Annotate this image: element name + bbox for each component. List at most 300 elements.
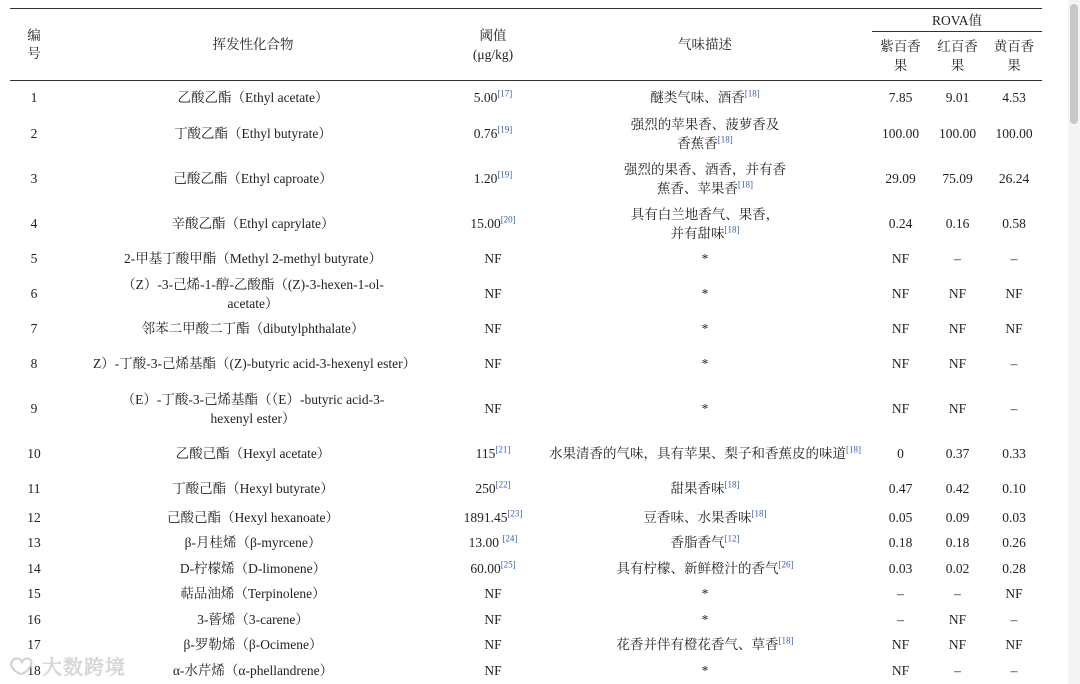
cell-rova-purple-text: – (897, 611, 904, 627)
table-row (10, 658, 1042, 683)
cell-rova-yellow-text: NF (1005, 286, 1023, 301)
cell-compound (58, 345, 448, 383)
cell-id (10, 205, 58, 243)
cell-rova-yellow-text: – (1010, 662, 1018, 678)
cell-rova-red (929, 435, 986, 473)
cell-rova-red-text: NF (948, 637, 967, 652)
cell-odor (538, 435, 872, 473)
table-row (10, 243, 1042, 275)
cell-id-text: 18 (27, 662, 41, 678)
cell-rova-yellow (986, 313, 1042, 345)
cell-odor-text: 具有柠檬、新鲜橙汁的香气 (616, 560, 779, 576)
table-row (10, 205, 1042, 243)
cell-id-text: 4 (30, 216, 38, 231)
cell-odor (538, 505, 872, 530)
cell-compound (58, 205, 448, 243)
table-row (10, 313, 1042, 345)
cell-rova-red (929, 81, 986, 115)
cell-threshold (448, 115, 538, 153)
cell-odor-text: 香脂香气 (670, 535, 725, 550)
cell-rova-red-text: 0.42 (945, 481, 970, 496)
scrollbar-thumb[interactable] (1070, 4, 1078, 124)
cell-compound-text: 乙酸乙酯（Ethyl acetate） (177, 90, 329, 106)
cell-rova-red-text: 75.09 (942, 171, 973, 186)
cell-compound-text: 辛酸乙酯（Ethyl caprylate） (171, 216, 335, 231)
table-body (10, 81, 1042, 683)
threshold-citation[interactable]: [19] (497, 124, 513, 135)
cell-rova-purple-text: NF (891, 401, 910, 416)
cell-id (10, 115, 58, 153)
cell-rova-yellow-text: NF (1005, 586, 1023, 601)
cell-rova-purple-text: – (897, 586, 904, 601)
threshold-unit: (μg/kg) (472, 46, 514, 62)
cell-rova-purple-text: NF (891, 662, 910, 678)
cell-threshold (448, 530, 538, 556)
cell-rova-purple-text: 0.03 (888, 560, 913, 576)
table-row (10, 345, 1042, 383)
cell-compound (58, 81, 448, 115)
cell-threshold-text: NF (484, 662, 502, 678)
cell-rova-red (929, 607, 986, 632)
cell-id (10, 658, 58, 683)
cell-rova-yellow (986, 505, 1042, 530)
cell-id (10, 530, 58, 556)
col-header-yellow-passion-fruit: 黄百香果 (986, 32, 1042, 81)
cell-rova-purple (872, 383, 929, 435)
cell-compound-text: 乙酸己酯（Hexyl acetate） (175, 446, 331, 461)
cell-id (10, 632, 58, 658)
cell-id (10, 556, 58, 581)
cell-rova-yellow-text: 0.03 (1002, 509, 1026, 525)
table-row (10, 632, 1042, 658)
cell-rova-purple-text: NF (891, 286, 910, 301)
cell-id (10, 473, 58, 505)
table-row (10, 607, 1042, 632)
col-header-odor: 气味描述 (538, 9, 872, 81)
cell-odor-text: 强烈的苹果香、菠萝香及香蕉香 (630, 116, 780, 151)
cell-rova-yellow (986, 435, 1042, 473)
cell-id (10, 243, 58, 275)
cell-rova-purple (872, 607, 929, 632)
cell-rova-yellow (986, 530, 1042, 556)
cell-compound-text: α-水芹烯（α-phellandrene） (172, 662, 334, 678)
vertical-scrollbar[interactable] (1068, 0, 1080, 684)
cell-odor-text: 具有白兰地香气、果香，并有甜味 (630, 206, 780, 241)
cell-rova-red-text: – (954, 251, 961, 266)
cell-odor (538, 632, 872, 658)
cell-rova-red (929, 581, 986, 607)
odor-citation[interactable]: [12] (724, 533, 740, 544)
cell-compound (58, 275, 448, 313)
cell-threshold-text: NF (484, 611, 502, 627)
table-row (10, 383, 1042, 435)
odor-citation[interactable]: [26] (778, 559, 794, 569)
cell-rova-purple-text: 0.18 (888, 535, 913, 550)
odor-citation[interactable]: [18] (724, 224, 740, 234)
cell-id-text: 9 (30, 401, 38, 416)
cell-rova-yellow-text: – (1010, 611, 1018, 627)
cell-odor-text: 醚类气味、酒香 (650, 90, 745, 106)
cell-id-text: 10 (27, 446, 41, 461)
cell-rova-red-text: 0.16 (945, 216, 970, 231)
cell-odor-text: * (701, 251, 709, 266)
cell-rova-yellow-text: 26.24 (998, 171, 1030, 186)
cell-odor-text: * (701, 286, 709, 301)
cell-rova-red (929, 556, 986, 581)
cell-rova-red-text: – (954, 662, 961, 678)
cell-id-text: 3 (30, 171, 38, 186)
cell-threshold-text: 1891.45 (463, 509, 508, 525)
cell-id-text: 11 (27, 481, 41, 496)
cell-odor-text: 水果清香的气味，具有苹果、梨子和香蕉皮的味道 (549, 446, 846, 461)
cell-threshold (448, 383, 538, 435)
cell-id (10, 81, 58, 115)
cell-odor (538, 115, 872, 153)
cell-odor (538, 205, 872, 243)
cell-rova-red-text: NF (948, 611, 967, 627)
cell-compound (58, 313, 448, 345)
col-header-threshold (448, 9, 538, 81)
threshold-citation[interactable]: [24] (502, 533, 518, 544)
cell-rova-purple-text: NF (891, 637, 910, 652)
cell-id-text: 12 (27, 509, 41, 525)
table-row (10, 81, 1042, 115)
cell-threshold-text: NF (484, 251, 502, 266)
cell-rova-yellow (986, 153, 1042, 205)
odor-wrap (545, 444, 865, 463)
cell-odor-text: * (701, 321, 709, 336)
cell-rova-yellow (986, 115, 1042, 153)
cell-rova-red (929, 383, 986, 435)
cell-odor-text: 强烈的果香、酒香，并有香蕉香、苹果香 (624, 161, 786, 196)
cell-compound-text: β-罗勒烯（β-Ocimene） (183, 637, 323, 652)
threshold-citation[interactable]: [21] (495, 444, 511, 455)
cell-id-text: 7 (30, 321, 38, 336)
cell-rova-red-text: 0.18 (945, 535, 970, 550)
cell-threshold-text: NF (484, 321, 502, 336)
cell-id-text: 13 (27, 535, 41, 550)
odor-citation[interactable]: [18] (738, 179, 753, 189)
cell-compound-text: 3-蒈烯（3-carene） (197, 611, 309, 627)
cell-compound (58, 473, 448, 505)
threshold-label: 阈值 (479, 27, 507, 43)
cell-compound-text: 己酸己酯（Hexyl hexanoate） (166, 509, 340, 525)
col-header-compound: 挥发性化合物 (58, 9, 448, 81)
cell-compound (58, 530, 448, 556)
cell-id-text: 15 (27, 586, 41, 601)
cell-rova-red (929, 205, 986, 243)
cell-rova-purple (872, 435, 929, 473)
cell-rova-purple-text: 0 (897, 446, 904, 461)
cell-odor (538, 153, 872, 205)
cell-threshold (448, 632, 538, 658)
threshold-citation[interactable]: [23] (507, 508, 523, 518)
cell-odor-text: * (701, 401, 709, 416)
cell-compound-text: 2-甲基丁酸甲酯（Methyl 2-methyl butyrate） (124, 251, 382, 266)
odor-wrap (625, 205, 785, 243)
threshold-citation[interactable]: [25] (500, 559, 516, 569)
table-row (10, 556, 1042, 581)
cell-rova-purple-text: 7.85 (888, 90, 913, 106)
odor-citation[interactable]: [18] (751, 508, 767, 518)
cell-rova-yellow-text: NF (1005, 321, 1023, 336)
cell-threshold-text: NF (484, 401, 502, 416)
cell-rova-yellow-text: 4.53 (1002, 90, 1026, 106)
cell-threshold (448, 505, 538, 530)
cell-threshold-text: NF (484, 356, 502, 371)
cell-compound (58, 607, 448, 632)
cell-rova-purple (872, 243, 929, 275)
cell-compound-text: （Z）-3-己烯-1-醇-乙酸酯（(Z)-3-hexen-1-ol-acetate） (122, 276, 384, 311)
cell-compound-text: 己酸乙酯（Ethyl caproate） (173, 171, 333, 186)
cell-rova-yellow (986, 383, 1042, 435)
cell-id (10, 505, 58, 530)
cell-rova-yellow (986, 81, 1042, 115)
cell-rova-red (929, 505, 986, 530)
cell-rova-yellow (986, 473, 1042, 505)
cell-rova-purple-text: NF (891, 251, 910, 266)
cell-rova-purple (872, 115, 929, 153)
col-header-red-passion-fruit: 红百香果 (929, 32, 986, 81)
cell-rova-purple-text: 29.09 (885, 171, 916, 186)
cell-rova-purple (872, 153, 929, 205)
cell-rova-yellow-text: – (1010, 251, 1018, 266)
cell-rova-red (929, 313, 986, 345)
odor-wrap (630, 115, 780, 153)
cell-rova-yellow-text: 100.00 (995, 126, 1033, 141)
cell-rova-red-text: 9.01 (945, 90, 970, 106)
cell-rova-yellow (986, 243, 1042, 275)
cell-rova-yellow-text: NF (1005, 637, 1023, 652)
cell-threshold-text: 115 (475, 446, 496, 461)
cell-compound (58, 383, 448, 435)
volatile-compounds-table (10, 8, 1042, 683)
cell-rova-purple (872, 345, 929, 383)
cell-rova-purple (872, 632, 929, 658)
col-header-rova: ROVA值 (872, 9, 1042, 32)
cell-rova-yellow (986, 581, 1042, 607)
table-row (10, 115, 1042, 153)
cell-compound-text: 丁酸己酯（Hexyl butyrate） (172, 481, 334, 496)
threshold-citation[interactable]: [22] (495, 479, 511, 490)
cell-threshold (448, 658, 538, 683)
cell-odor-text: * (701, 611, 709, 627)
cell-rova-purple (872, 275, 929, 313)
cell-id-text: 1 (30, 90, 38, 106)
threshold-citation[interactable]: [19] (497, 169, 513, 180)
cell-odor (538, 383, 872, 435)
cell-id (10, 153, 58, 205)
cell-rova-red-text: 0.02 (945, 560, 970, 576)
cell-rova-red (929, 243, 986, 275)
cell-rova-yellow (986, 607, 1042, 632)
cell-compound-text: Z）-丁酸-3-己烯基酯（(Z)-butyric acid-3-hexenyl ester） (93, 356, 417, 371)
cell-rova-yellow-text: 0.33 (1002, 446, 1026, 461)
odor-citation[interactable]: [18] (744, 88, 760, 99)
table-row (10, 153, 1042, 205)
cell-rova-purple (872, 313, 929, 345)
cell-rova-purple-text: 100.00 (881, 126, 920, 141)
cell-id-text: 8 (30, 356, 38, 371)
cell-rova-red-text: 100.00 (938, 126, 977, 141)
cell-odor (538, 658, 872, 683)
cell-odor-text: * (701, 356, 709, 371)
cell-rova-red-text: NF (948, 401, 967, 416)
cell-rova-red (929, 530, 986, 556)
cell-rova-red-text: NF (948, 286, 967, 301)
cell-rova-yellow (986, 205, 1042, 243)
cell-threshold-text: 1.20 (473, 171, 498, 186)
cell-compound-text: （E）-丁酸-3-己烯基酯（（E）-butyric acid-3-hexenyl ester） (121, 391, 385, 426)
cell-odor (538, 556, 872, 581)
cell-odor (538, 345, 872, 383)
cell-threshold (448, 556, 538, 581)
cell-threshold (448, 153, 538, 205)
cell-rova-red (929, 153, 986, 205)
cell-compound (58, 115, 448, 153)
cell-id-text: 2 (30, 126, 38, 141)
cell-compound-text: β-月桂烯（β-myrcene） (184, 535, 322, 550)
cell-threshold (448, 205, 538, 243)
cell-threshold-text: NF (484, 286, 502, 301)
cell-rova-purple-text: 0.24 (888, 216, 913, 231)
cell-odor-text: * (701, 586, 709, 601)
cell-threshold (448, 581, 538, 607)
cell-threshold-text: NF (484, 637, 502, 652)
cell-rova-red (929, 115, 986, 153)
cell-rova-red-text: NF (948, 321, 967, 336)
col-header-purple-passion-fruit: 紫百香果 (872, 32, 929, 81)
cell-threshold-text: 13.00 (468, 535, 503, 550)
cell-rova-purple-text: 0.05 (888, 509, 913, 525)
cell-threshold (448, 81, 538, 115)
cell-odor (538, 581, 872, 607)
cell-compound (58, 243, 448, 275)
cell-compound (58, 435, 448, 473)
cell-rova-yellow (986, 345, 1042, 383)
cell-id-text: 17 (27, 637, 41, 652)
cell-threshold-text: 15.00 (470, 216, 501, 231)
cell-id (10, 383, 58, 435)
threshold-citation[interactable]: [17] (497, 88, 513, 99)
cell-compound (58, 581, 448, 607)
cell-threshold-text: 5.00 (473, 90, 498, 106)
cell-id-text: 16 (27, 611, 41, 627)
cell-threshold (448, 607, 538, 632)
cell-rova-yellow-text: – (1010, 401, 1018, 416)
cell-rova-purple (872, 658, 929, 683)
cell-rova-purple (872, 473, 929, 505)
odor-citation[interactable]: [18] (717, 134, 733, 144)
cell-threshold (448, 345, 538, 383)
cell-compound-text: 邻苯二甲酸二丁酯（dibutylphthalate） (141, 321, 365, 336)
cell-odor (538, 607, 872, 632)
cell-rova-yellow (986, 632, 1042, 658)
cell-compound-text: 萜品油烯（Terpinolene） (180, 586, 326, 601)
cell-rova-purple-text: NF (891, 356, 910, 371)
cell-odor (538, 81, 872, 115)
cell-id (10, 581, 58, 607)
cell-rova-purple (872, 81, 929, 115)
odor-citation[interactable]: [18] (778, 635, 794, 646)
cell-rova-red (929, 632, 986, 658)
cell-rova-yellow (986, 658, 1042, 683)
cell-rova-purple-text: NF (891, 321, 910, 336)
cell-odor-text: * (701, 662, 709, 678)
cell-rova-purple (872, 530, 929, 556)
cell-compound (58, 153, 448, 205)
cell-rova-yellow-text: 0.58 (1002, 216, 1026, 231)
cell-odor (538, 243, 872, 275)
cell-rova-red-text: 0.37 (945, 446, 970, 461)
odor-citation[interactable]: [18] (724, 479, 740, 490)
cell-rova-purple (872, 556, 929, 581)
cell-odor (538, 473, 872, 505)
cell-rova-purple (872, 505, 929, 530)
cell-odor (538, 530, 872, 556)
cell-rova-yellow-text: 0.10 (1002, 481, 1026, 496)
cell-compound-text: D-柠檬烯（D-limonene） (179, 560, 327, 576)
cell-rova-red (929, 345, 986, 383)
cell-rova-red-text: – (954, 586, 961, 601)
table-row (10, 435, 1042, 473)
cell-compound (58, 556, 448, 581)
cell-threshold (448, 473, 538, 505)
cell-threshold (448, 435, 538, 473)
cell-id-text: 5 (30, 251, 38, 266)
cell-threshold-text: 60.00 (470, 560, 501, 576)
cell-rova-yellow-text: – (1010, 356, 1018, 371)
cell-id (10, 607, 58, 632)
cell-odor (538, 275, 872, 313)
cell-rova-red (929, 275, 986, 313)
cell-id (10, 345, 58, 383)
cell-threshold-text: 0.76 (473, 126, 498, 141)
cell-id (10, 275, 58, 313)
odor-wrap (620, 160, 790, 198)
table-row (10, 473, 1042, 505)
cell-threshold (448, 275, 538, 313)
col-header-id: 编号 (10, 9, 58, 81)
cell-threshold (448, 243, 538, 275)
cell-id (10, 435, 58, 473)
table-row (10, 581, 1042, 607)
cell-odor-text: 甜果香味 (670, 481, 725, 496)
cell-rova-red (929, 473, 986, 505)
cell-odor (538, 313, 872, 345)
watermark-text: 大数跨境 (42, 654, 126, 679)
table-row (10, 505, 1042, 530)
threshold-citation[interactable]: [20] (500, 214, 516, 225)
cell-id-text: 14 (27, 560, 41, 576)
cell-threshold-text: 250 (475, 481, 496, 496)
cell-compound-text: 丁酸乙酯（Ethyl butyrate） (174, 126, 332, 141)
cell-rova-red (929, 658, 986, 683)
odor-citation[interactable]: [18] (846, 444, 861, 455)
cell-id-text: 6 (30, 286, 38, 301)
cell-rova-purple (872, 581, 929, 607)
cell-threshold (448, 313, 538, 345)
cell-rova-yellow (986, 556, 1042, 581)
table-row (10, 275, 1042, 313)
cell-rova-purple-text: 0.47 (888, 481, 913, 496)
cell-compound (58, 658, 448, 683)
table-row (10, 530, 1042, 556)
cell-rova-yellow-text: 0.26 (1002, 535, 1026, 550)
cell-threshold-text: NF (484, 586, 502, 601)
cell-odor-text: 豆香味、水果香味 (643, 509, 752, 525)
cell-compound (58, 505, 448, 530)
